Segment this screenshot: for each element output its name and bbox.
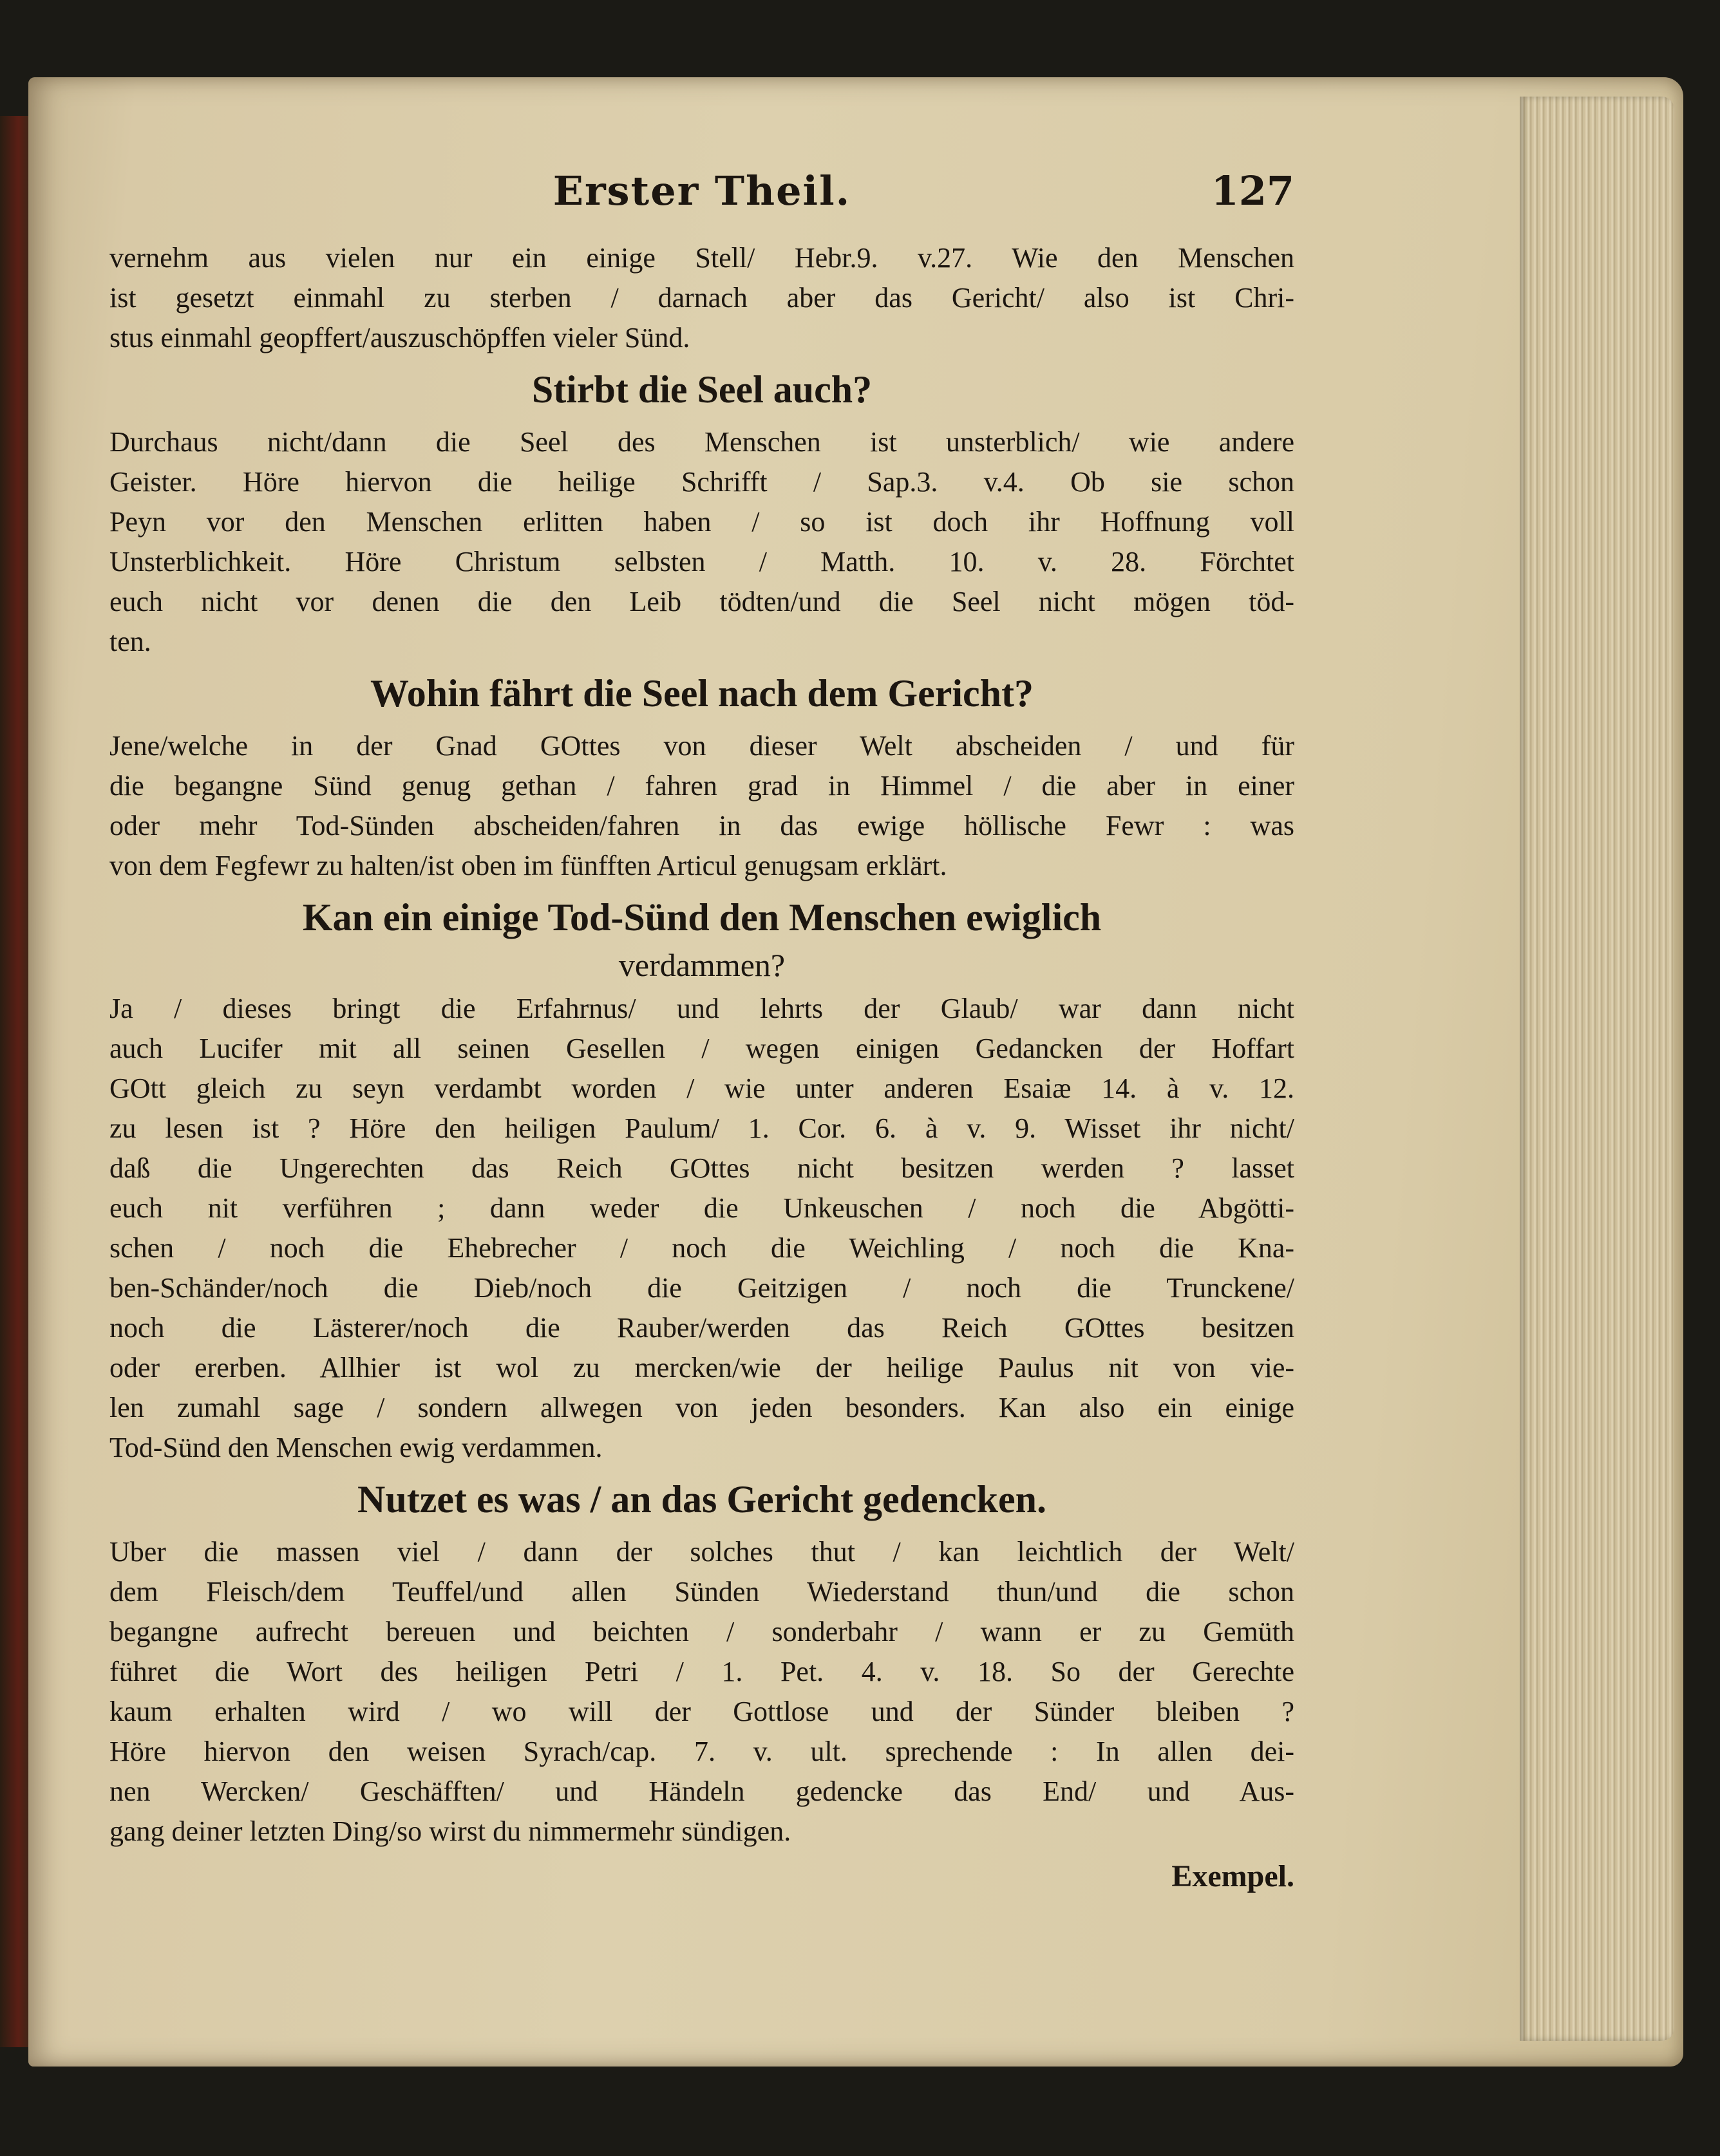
book-spine xyxy=(0,116,31,2047)
text-line: von dem Fegfewr zu halten/ist oben im fünfften Articul genugsam erklärt. xyxy=(109,850,947,881)
text-line: führet die Wort des heiligen Petri / 1. Pet. 4. v. 18. So der Gerechte xyxy=(109,1656,1294,1687)
answer-paragraph xyxy=(109,422,1294,662)
text-line: Höre hiervon den weisen Syrach/cap. 7. v. ult. sprechende : In allen dei- xyxy=(109,1736,1294,1767)
text-line: gang deiner letzten Ding/so wirst du nimmermehr sündigen. xyxy=(109,1815,791,1847)
text-line: Unsterblichkeit. Höre Christum selbsten / Matth. 10. v. 28. Förchtet xyxy=(109,546,1294,577)
text-line: zu lesen ist ? Höre den heiligen Paulum/ 1. Cor. 6. à v. 9. Wisset ihr nicht/ xyxy=(109,1112,1294,1144)
text-line: stus einmahl geopffert/auszuschöpffen vieler Sünd. xyxy=(109,322,690,353)
text-line: daß die Ungerechten das Reich GOttes nicht besitzen werden ? lasset xyxy=(109,1152,1294,1184)
text-line: Uber die massen viel / dann der solches thut / kan leichtlich der Welt/ xyxy=(109,1536,1294,1568)
text-line: Ja / dieses bringt die Erfahrnus/ und lehrts der Glaub/ war dann nicht xyxy=(109,993,1294,1024)
text-line: len zumahl sage / sondern allwegen von jeden besonders. Kan also ein einige xyxy=(109,1392,1294,1423)
text-line: schen / noch die Ehebrecher / noch die Weichling / noch die Kna- xyxy=(109,1232,1294,1264)
text-line: nen Wercken/ Geschäfften/ und Händeln gedencke das End/ und Aus- xyxy=(109,1776,1294,1807)
text-line: oder mehr Tod-Sünden abscheiden/fahren in das ewige höllische Fewr : was xyxy=(109,810,1294,841)
text-line: euch nicht vor denen die den Leib tödten/und die Seel nicht mögen töd- xyxy=(109,586,1294,617)
text-line: euch nit verführen ; dann weder die Unkeuschen / noch die Abgötti- xyxy=(109,1192,1294,1224)
page-number: 127 xyxy=(1211,167,1294,214)
page-header xyxy=(109,167,1294,238)
answer-paragraph xyxy=(109,726,1294,886)
page-body xyxy=(109,238,1294,1851)
text-line: ben-Schänder/noch die Dieb/noch die Geitzigen / noch die Trunckene/ xyxy=(109,1272,1294,1304)
question-heading: Wohin fährt die Seel nach dem Gericht? xyxy=(370,672,1034,715)
text-line: dem Fleisch/dem Teuffel/und allen Sünden Wiederstand thun/und die schon xyxy=(109,1576,1294,1608)
question-heading: verdammen? xyxy=(618,947,786,983)
answer-paragraph xyxy=(109,1532,1294,1851)
text-line: oder ererben. Allhier ist wol zu mercken/wie der heilige Paulus nit von vie- xyxy=(109,1352,1294,1383)
text-line: GOtt gleich zu seyn verdambt worden / wie unter anderen Esaiæ 14. à v. 12. xyxy=(109,1073,1294,1104)
text-line: Geister. Höre hiervon die heilige Schrifft / Sap.3. v.4. Ob sie schon xyxy=(109,466,1294,498)
text-line: kaum erhalten wird / wo will der Gottlose und der Sünder bleiben ? xyxy=(109,1696,1294,1727)
text-line: begangne aufrecht bereuen und beichten / sonderbahr / wann er zu Gemüth xyxy=(109,1616,1294,1647)
text-line: Tod-Sünd den Menschen ewig verdammen. xyxy=(109,1432,603,1463)
answer-paragraph xyxy=(109,238,1294,358)
text-line: Jene/welche in der Gnad GOttes von dieser Welt abscheiden / und für xyxy=(109,730,1294,762)
text-line: vernehm aus vielen nur ein einige Stell/ Hebr.9. v.27. Wie den Menschen xyxy=(109,242,1294,274)
text-line: die begangne Sünd genug gethan / fahren grad in Himmel / die aber in einer xyxy=(109,770,1294,801)
text-line: Peyn vor den Menschen erlitten haben / so ist doch ihr Hoffnung voll xyxy=(109,506,1294,538)
question-heading: Nutzet es was / an das Gericht gedencken. xyxy=(357,1478,1046,1521)
page-text xyxy=(109,167,1294,1899)
text-line: noch die Lästerer/noch die Rauber/werden das Reich GOttes besitzen xyxy=(109,1312,1294,1344)
catchword: Exempel. xyxy=(1171,1859,1294,1893)
text-line: auch Lucifer mit all seinen Gesellen / wegen einigen Gedancken der Hoffart xyxy=(109,1033,1294,1064)
text-line: Durchaus nicht/dann die Seel des Menschen ist unsterblich/ wie andere xyxy=(109,426,1294,458)
question-heading: Stirbt die Seel auch? xyxy=(531,368,873,411)
text-line: ist gesetzt einmahl zu sterben / darnach aber das Gericht/ also ist Chri- xyxy=(109,282,1294,314)
text-line: ten. xyxy=(109,626,151,657)
question-heading: Kan ein einige Tod-Sünd den Menschen ewiglich xyxy=(302,896,1102,939)
page-edges xyxy=(1520,97,1674,2041)
answer-paragraph xyxy=(109,989,1294,1468)
running-title: Erster Theil. xyxy=(553,167,851,214)
